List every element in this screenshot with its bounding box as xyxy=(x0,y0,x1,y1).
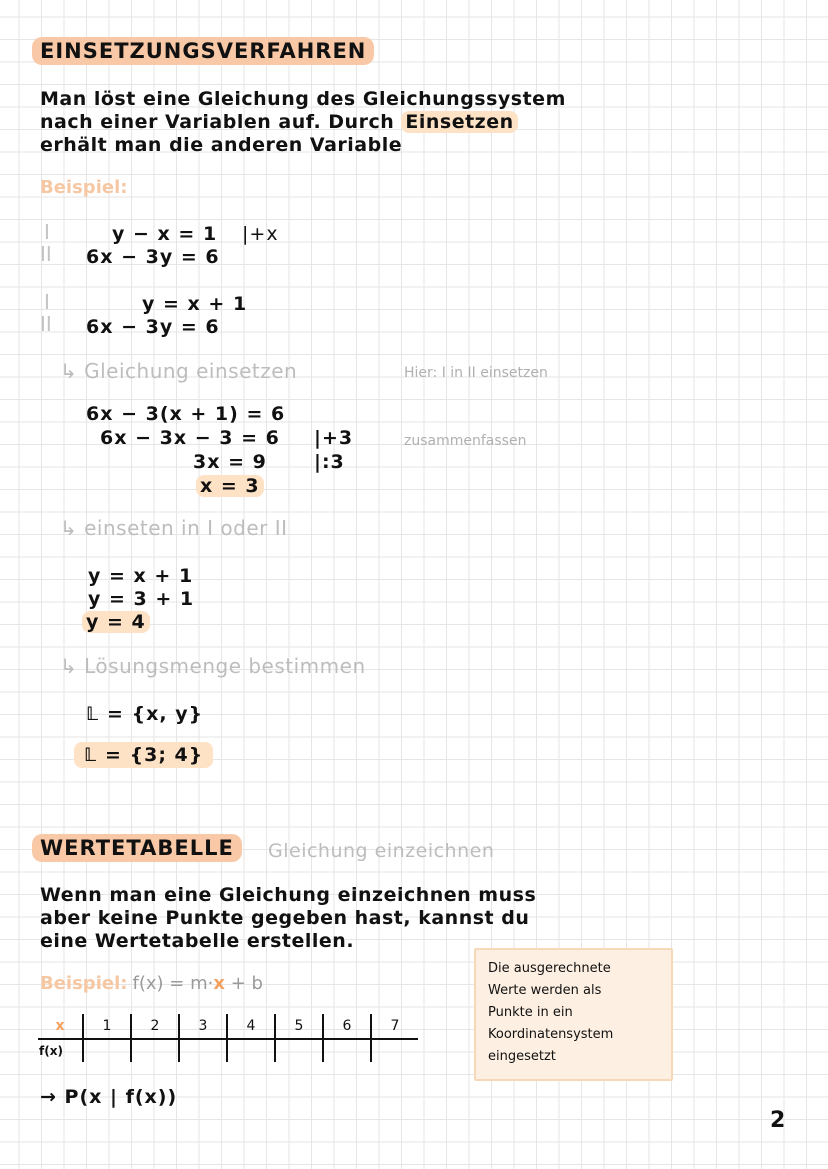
intro2-line-2: aber keine Punkte gegeben hast, kannst du xyxy=(40,907,530,929)
roman-numeral-1: I xyxy=(44,220,50,244)
calc-line-3: 3x = 9 xyxy=(193,451,267,473)
roman-numeral-4: II xyxy=(40,312,52,336)
calc-line-2: 6x − 3x − 3 = 6 xyxy=(100,427,280,449)
system1-op: |+x xyxy=(242,223,279,245)
table-fx-cell xyxy=(227,1039,275,1062)
note-hier-einsetzen: Hier: I in II einsetzen xyxy=(404,365,548,381)
table-fx-cell xyxy=(371,1039,418,1062)
formula-x: x xyxy=(213,973,225,994)
calc-op-plus3: |+3 xyxy=(314,427,354,449)
table-x-value: 5 xyxy=(275,1014,323,1039)
page-number: 2 xyxy=(770,1108,786,1133)
solution-result: 𝕃 = {3; 4} xyxy=(74,742,213,768)
note-box-line-4: Koordinatensystem xyxy=(488,1027,614,1042)
system1-eq2: 6x − 3y = 6 xyxy=(86,246,220,268)
subst-line-2: y = 3 + 1 xyxy=(88,588,195,610)
example-label-1: Beispiel: xyxy=(40,177,128,198)
system2-eq1: y = x + 1 xyxy=(142,293,248,315)
formula-prefix: f(x) = m· xyxy=(132,973,214,994)
section-title-einsetzungsverfahren: EINSETZUNGSVERFAHREN xyxy=(32,37,374,65)
table-x-value: 1 xyxy=(83,1014,131,1039)
roman-numeral-2: II xyxy=(40,242,52,266)
example-row-2 xyxy=(40,973,263,994)
table-fx-cell xyxy=(131,1039,179,1062)
roman-numeral-3: I xyxy=(44,290,50,314)
intro-line-1: Man löst eine Gleichung des Gleichungssystem xyxy=(40,88,566,110)
table-fx-cell xyxy=(323,1039,371,1062)
calc-op-div3: |:3 xyxy=(314,451,345,473)
solution-general: 𝕃 = {x, y} xyxy=(86,703,204,725)
calc-line-1: 6x − 3(x + 1) = 6 xyxy=(86,403,286,425)
note-box-line-1: Die ausgerechnete xyxy=(488,961,611,976)
table-x-label: x xyxy=(38,1014,83,1039)
calc-result-x: x = 3 xyxy=(196,475,264,497)
intro2-line-3: eine Wertetabelle erstellen. xyxy=(40,930,355,952)
table-x-value: 3 xyxy=(179,1014,227,1039)
section-title-wertetabelle: WERTETABELLE xyxy=(32,834,242,862)
step-gleichung-einsetzen: ↳ Gleichung einsetzen xyxy=(60,359,298,383)
note-box-line-2: Werte werden als xyxy=(488,983,602,998)
intro-line-2-text: nach einer Variablen auf. Durch xyxy=(40,111,395,133)
subtitle-gleichung-einzeichnen: Gleichung einzeichnen xyxy=(268,840,495,862)
subst-line-1: y = x + 1 xyxy=(88,565,194,587)
note-box xyxy=(474,948,673,1081)
note-box-line-3: Punkte in ein xyxy=(488,1005,573,1020)
intro-line-3: erhält man die anderen Variable xyxy=(40,134,403,156)
value-table xyxy=(38,1014,418,1062)
highlight-einsetzen: Einsetzen xyxy=(401,111,517,133)
table-x-value: 4 xyxy=(227,1014,275,1039)
example-label-2: Beispiel: xyxy=(40,973,128,994)
table-fx-cell xyxy=(275,1039,323,1062)
intro2-line-1: Wenn man eine Gleichung einzeichnen muss xyxy=(40,884,537,906)
note-zusammenfassen: zusammenfassen xyxy=(404,433,527,449)
subst-result-y: y = 4 xyxy=(82,611,150,633)
table-x-value: 7 xyxy=(371,1014,418,1039)
table-x-value: 2 xyxy=(131,1014,179,1039)
step-einsetzen-in: ↳ einseten in I oder II xyxy=(60,516,288,540)
formula-suffix: + b xyxy=(225,973,263,994)
step-loesungsmenge: ↳ Lösungsmenge bestimmen xyxy=(60,654,366,678)
table-fx-cell xyxy=(179,1039,227,1062)
intro-line-2 xyxy=(40,111,518,133)
table-fx-cell xyxy=(83,1039,131,1062)
table-fx-label: f(x) xyxy=(38,1039,83,1062)
note-box-line-5: eingesetzt xyxy=(488,1049,556,1064)
system2-eq2: 6x − 3y = 6 xyxy=(86,316,220,338)
point-notation: → P(x | f(x)) xyxy=(40,1086,178,1108)
table-x-value: 6 xyxy=(323,1014,371,1039)
system1-eq1: y − x = 1 xyxy=(112,223,218,245)
